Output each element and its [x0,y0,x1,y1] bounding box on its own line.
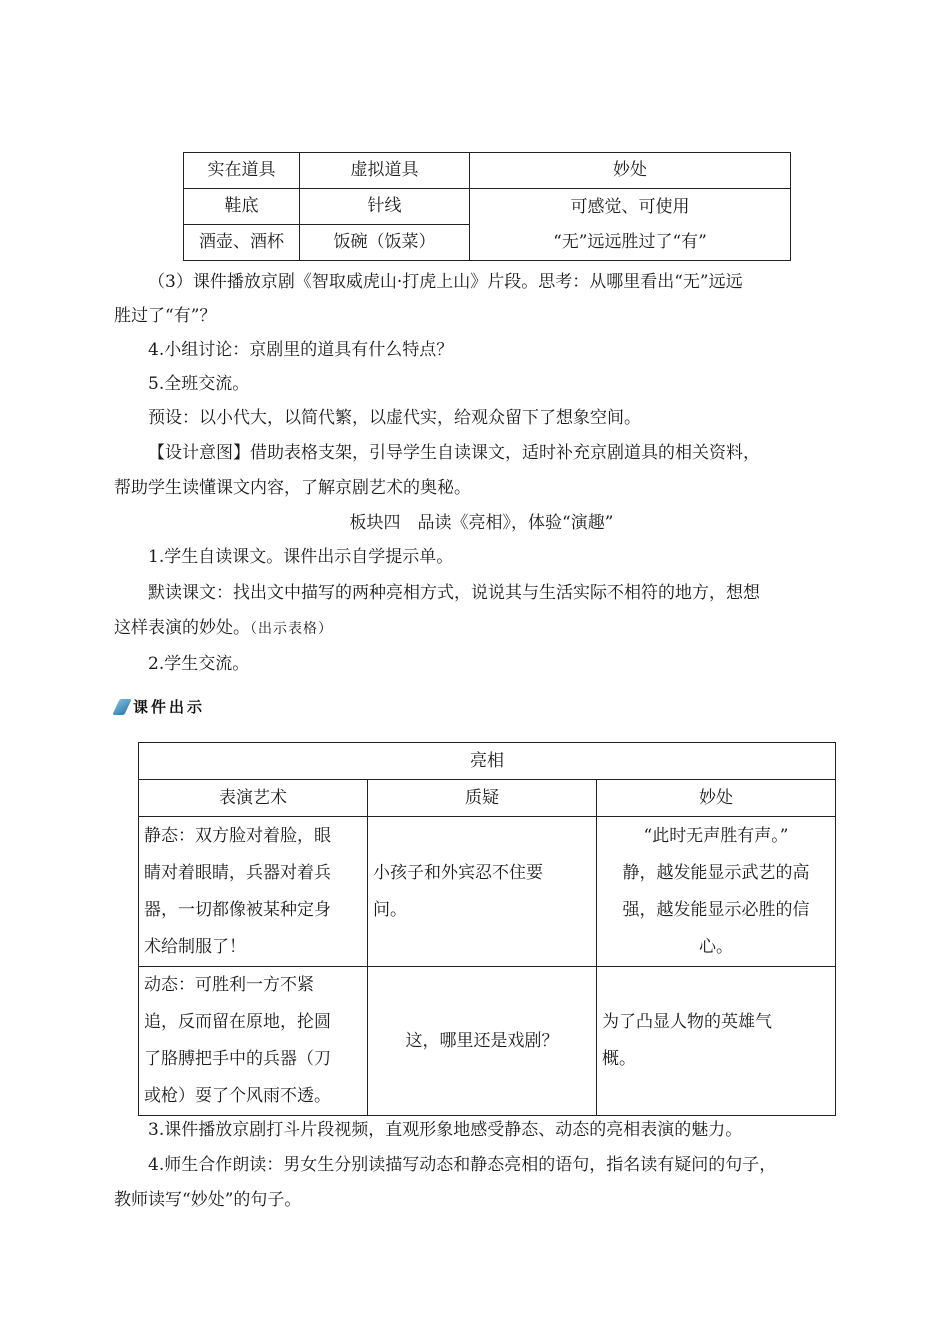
cell-line: 静，越发能显示武艺的高 [622,862,810,883]
liangxiang-header-merit: 妙处 [597,780,836,817]
paragraph-4: 4.小组讨论：京剧里的道具有什么特点？ [148,340,454,360]
props-table-header-row [184,153,791,189]
props-cell: 可感觉、可使用 [470,189,791,225]
props-cell: “无”远远胜过了“有” [470,225,791,261]
paragraph-read-cont [114,610,849,647]
paragraph-s3: 3.课件播放京剧打斗片段视频，直观形象地感受静态、动态的亮相表演的魅力。 [148,1120,743,1140]
paragraph-s1: 1.学生自读课文。课件出示自学提示单。 [148,547,454,567]
liangxiang-header-art: 表演艺术 [139,780,368,817]
paragraph-s4-cont: 教师读写“妙处”的句子。 [114,1190,302,1210]
cell-line: 为了凸显人物的英雄气 [602,1012,772,1032]
paragraph-5: 5.全班交流。 [148,374,250,394]
courseware-label [116,690,205,722]
paragraph-intent: 【设计意图】借助表格支架，引导学生自读课文，适时补充京剧道具的相关资料， [148,443,760,463]
cell-line: 睛对着眼睛，兵器对着兵 [144,862,331,883]
dynamic-doubt-cell: 这，哪里还是戏剧？ [368,967,597,1116]
cell-line: 器，一切都像被某种定身 [144,899,331,920]
read-text: 这样表演的妙处。 [114,618,250,638]
paragraph-q3: （3）课件播放京剧《智取威虎山·打虎上山》片段。思考：从哪里看出“无”远远 [148,272,743,292]
liangxiang-row-static [139,817,836,967]
liangxiang-header-row [139,780,836,817]
static-merit-cell [597,817,836,967]
dynamic-art-cell [139,967,368,1116]
paragraph-s2: 2.学生交流。 [148,654,250,674]
static-doubt-cell [368,817,597,967]
cell-line: 小孩子和外宾忍不住要 [373,862,543,883]
courseware-marker-icon [116,695,130,717]
props-cell: 饭碗（饭菜） [300,225,470,261]
cell-line: 概。 [602,1049,636,1069]
static-art-cell [139,817,368,967]
cell-line: 追，反而留在原地，抡圆 [144,1012,331,1032]
cell-line: 动态：可胜利一方不紧 [144,975,314,995]
cell-line: 了胳膊把手中的兵器（刀 [144,1049,331,1069]
props-header-virtual: 虚拟道具 [300,153,470,189]
props-header-merit: 妙处 [470,153,791,189]
props-cell: 鞋底 [184,189,300,225]
liangxiang-table [138,742,836,1116]
cell-line: 静态：双方脸对着脸，眼 [144,825,331,846]
section-title: 板块四 品读《亮相》，体验“演趣” [349,513,614,533]
paragraph-s4: 4.师生合作朗读：男女生分别读描写动态和静态亮相的语句，指名读有疑问的句子， [148,1155,777,1175]
show-table-note: （出示表格） [250,621,333,637]
liangxiang-header-doubt: 质疑 [368,780,597,817]
paragraph-read: 默读课文：找出文中描写的两种亮相方式，说说其与生活实际不相符的地方，想想 [148,583,760,603]
cell-line: “此时无声胜有声。” [643,825,789,846]
props-table-row [184,189,791,225]
props-table [183,152,791,261]
props-table-row [184,225,791,261]
cell-line: 强，越发能显示必胜的信 [622,899,810,920]
cell-line: 术给制服了！ [144,936,246,957]
paragraph-preset: 预设：以小代大，以简代繁，以虚代实，给观众留下了想象空间。 [148,408,641,428]
dynamic-merit-cell [597,967,836,1116]
cell-line: 心。 [699,936,733,957]
liangxiang-title-row [139,743,836,780]
cell-line: 问。 [373,899,407,920]
courseware-label-text: 课件出示 [133,697,206,716]
props-cell: 针线 [300,189,470,225]
liangxiang-row-dynamic [139,967,836,1116]
props-header-real: 实在道具 [184,153,300,189]
liangxiang-title: 亮相 [139,743,836,780]
paragraph-intent-cont: 帮助学生读懂课文内容，了解京剧艺术的奥秘。 [114,478,471,498]
props-cell: 酒壶、酒杯 [184,225,300,261]
cell-line: 或枪）耍了个风雨不透。 [144,1086,331,1106]
paragraph-q3-cont: 胜过了“有”？ [114,306,217,326]
